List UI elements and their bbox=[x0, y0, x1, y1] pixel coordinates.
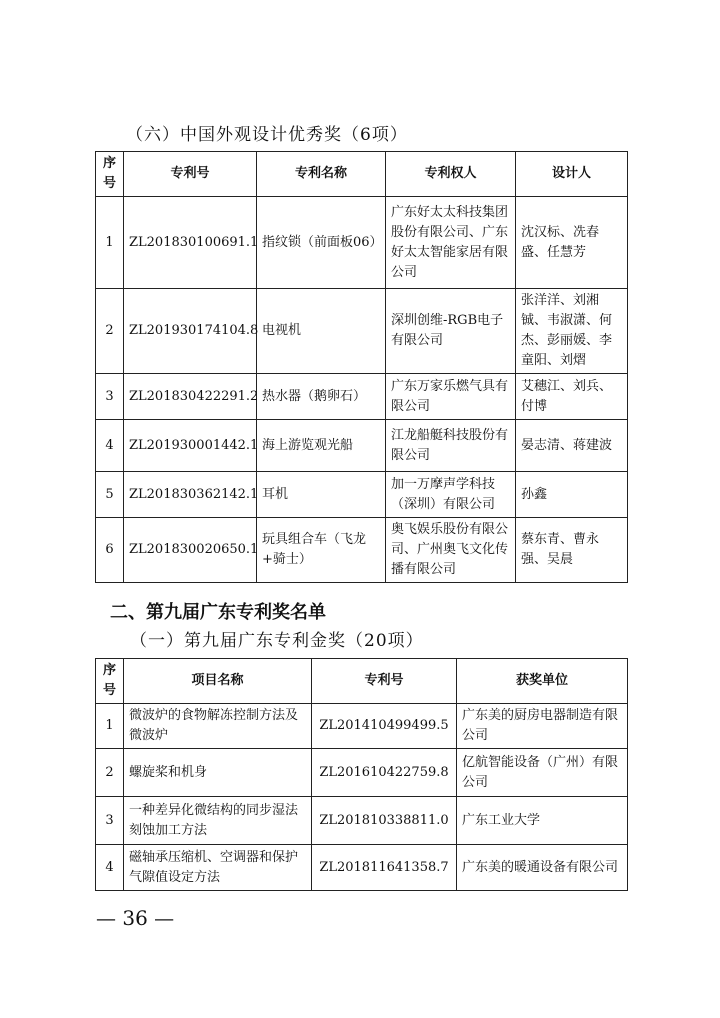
designers: 沈汉标、冼春盛、任慧芳 bbox=[516, 197, 628, 289]
col-header-holder: 专利权人 bbox=[386, 152, 516, 197]
row-no: 3 bbox=[96, 374, 124, 420]
patent-number: ZL201930174104.8 bbox=[124, 289, 257, 374]
project-name: 微波炉的食物解冻控制方法及微波炉 bbox=[124, 704, 312, 749]
project-name: 磁轴承压缩机、空调器和保护气隙值设定方法 bbox=[124, 845, 312, 891]
table-row bbox=[96, 289, 628, 374]
row-no: 2 bbox=[96, 749, 124, 797]
winning-unit: 广东美的厨房电器制造有限公司 bbox=[457, 704, 628, 749]
designers: 晏志清、蒋建波 bbox=[516, 420, 628, 472]
col-header-winning-unit: 获奖单位 bbox=[457, 659, 628, 704]
table-row bbox=[96, 704, 628, 749]
gold-award-table bbox=[95, 658, 628, 891]
row-no: 1 bbox=[96, 704, 124, 749]
designers: 张洋洋、刘湘铖、韦淑潇、何杰、彭丽媛、李童阳、刘熠 bbox=[516, 289, 628, 374]
patent-holder: 广东万家乐燃气具有限公司 bbox=[386, 374, 516, 420]
patent-holder: 江龙船艇科技股份有限公司 bbox=[386, 420, 516, 472]
patent-name: 玩具组合车（飞龙+骑士） bbox=[257, 518, 386, 583]
table-row bbox=[96, 797, 628, 845]
patent-name: 海上游览观光船 bbox=[257, 420, 386, 472]
patent-holder: 加一万摩声学科技（深圳）有限公司 bbox=[386, 472, 516, 518]
table-header-row bbox=[96, 152, 628, 197]
table-row bbox=[96, 420, 628, 472]
patent-number: ZL201610422759.8 bbox=[312, 749, 457, 797]
patent-number: ZL201830422291.2 bbox=[124, 374, 257, 420]
patent-number: ZL201830362142.1 bbox=[124, 472, 257, 518]
col-header-no: 序号 bbox=[96, 152, 124, 197]
row-no: 2 bbox=[96, 289, 124, 374]
table-row bbox=[96, 749, 628, 797]
row-no: 4 bbox=[96, 420, 124, 472]
row-no: 5 bbox=[96, 472, 124, 518]
winning-unit: 亿航智能设备（广州）有限公司 bbox=[457, 749, 628, 797]
table-row bbox=[96, 374, 628, 420]
col-header-no: 序号 bbox=[96, 659, 124, 704]
winning-unit: 广东工业大学 bbox=[457, 797, 628, 845]
patent-holder: 深圳创维-RGB电子有限公司 bbox=[386, 289, 516, 374]
patent-name: 电视机 bbox=[257, 289, 386, 374]
row-no: 3 bbox=[96, 797, 124, 845]
table-header-row bbox=[96, 659, 628, 704]
table-row bbox=[96, 472, 628, 518]
patent-number: ZL201811641358.7 bbox=[312, 845, 457, 891]
patent-number: ZL201830020650.1 bbox=[124, 518, 257, 583]
page-number: — 36 — bbox=[96, 906, 175, 930]
col-header-project-name: 项目名称 bbox=[124, 659, 312, 704]
patent-holder: 奥飞娱乐股份有限公司、广州奥飞文化传播有限公司 bbox=[386, 518, 516, 583]
col-header-patent-name: 专利名称 bbox=[257, 152, 386, 197]
project-name: 一种差异化微结构的同步湿法刻蚀加工方法 bbox=[124, 797, 312, 845]
patent-number: ZL201930001442.1 bbox=[124, 420, 257, 472]
row-no: 6 bbox=[96, 518, 124, 583]
row-no: 1 bbox=[96, 197, 124, 289]
part-heading-ninth-guangdong-patent-award: 二、第九届广东专利奖名单 bbox=[110, 602, 326, 623]
table-row bbox=[96, 197, 628, 289]
patent-holder: 广东好太太科技集团股份有限公司、广东好太太智能家居有限公司 bbox=[386, 197, 516, 289]
winning-unit: 广东美的暖通设备有限公司 bbox=[457, 845, 628, 891]
col-header-designer: 设计人 bbox=[516, 152, 628, 197]
table-row bbox=[96, 518, 628, 583]
row-no: 4 bbox=[96, 845, 124, 891]
table-row bbox=[96, 845, 628, 891]
designers: 孙鑫 bbox=[516, 472, 628, 518]
section-heading-design-excellence: （六）中国外观设计优秀奖（6项） bbox=[126, 125, 408, 145]
designers: 艾穗江、刘兵、付博 bbox=[516, 374, 628, 420]
col-header-patent-no: 专利号 bbox=[124, 152, 257, 197]
patent-number: ZL201410499499.5 bbox=[312, 704, 457, 749]
patent-name: 耳机 bbox=[257, 472, 386, 518]
design-award-table bbox=[95, 151, 628, 583]
patent-number: ZL201810338811.0 bbox=[312, 797, 457, 845]
col-header-patent-no: 专利号 bbox=[312, 659, 457, 704]
patent-name: 指纹锁（前面板06） bbox=[257, 197, 386, 289]
project-name: 螺旋桨和机身 bbox=[124, 749, 312, 797]
designers: 蔡东青、曹永强、吴晨 bbox=[516, 518, 628, 583]
patent-number: ZL201830100691.1 bbox=[124, 197, 257, 289]
section-heading-gold-award: （一）第九届广东专利金奖（20项） bbox=[130, 631, 424, 651]
patent-name: 热水器（鹅卵石） bbox=[257, 374, 386, 420]
